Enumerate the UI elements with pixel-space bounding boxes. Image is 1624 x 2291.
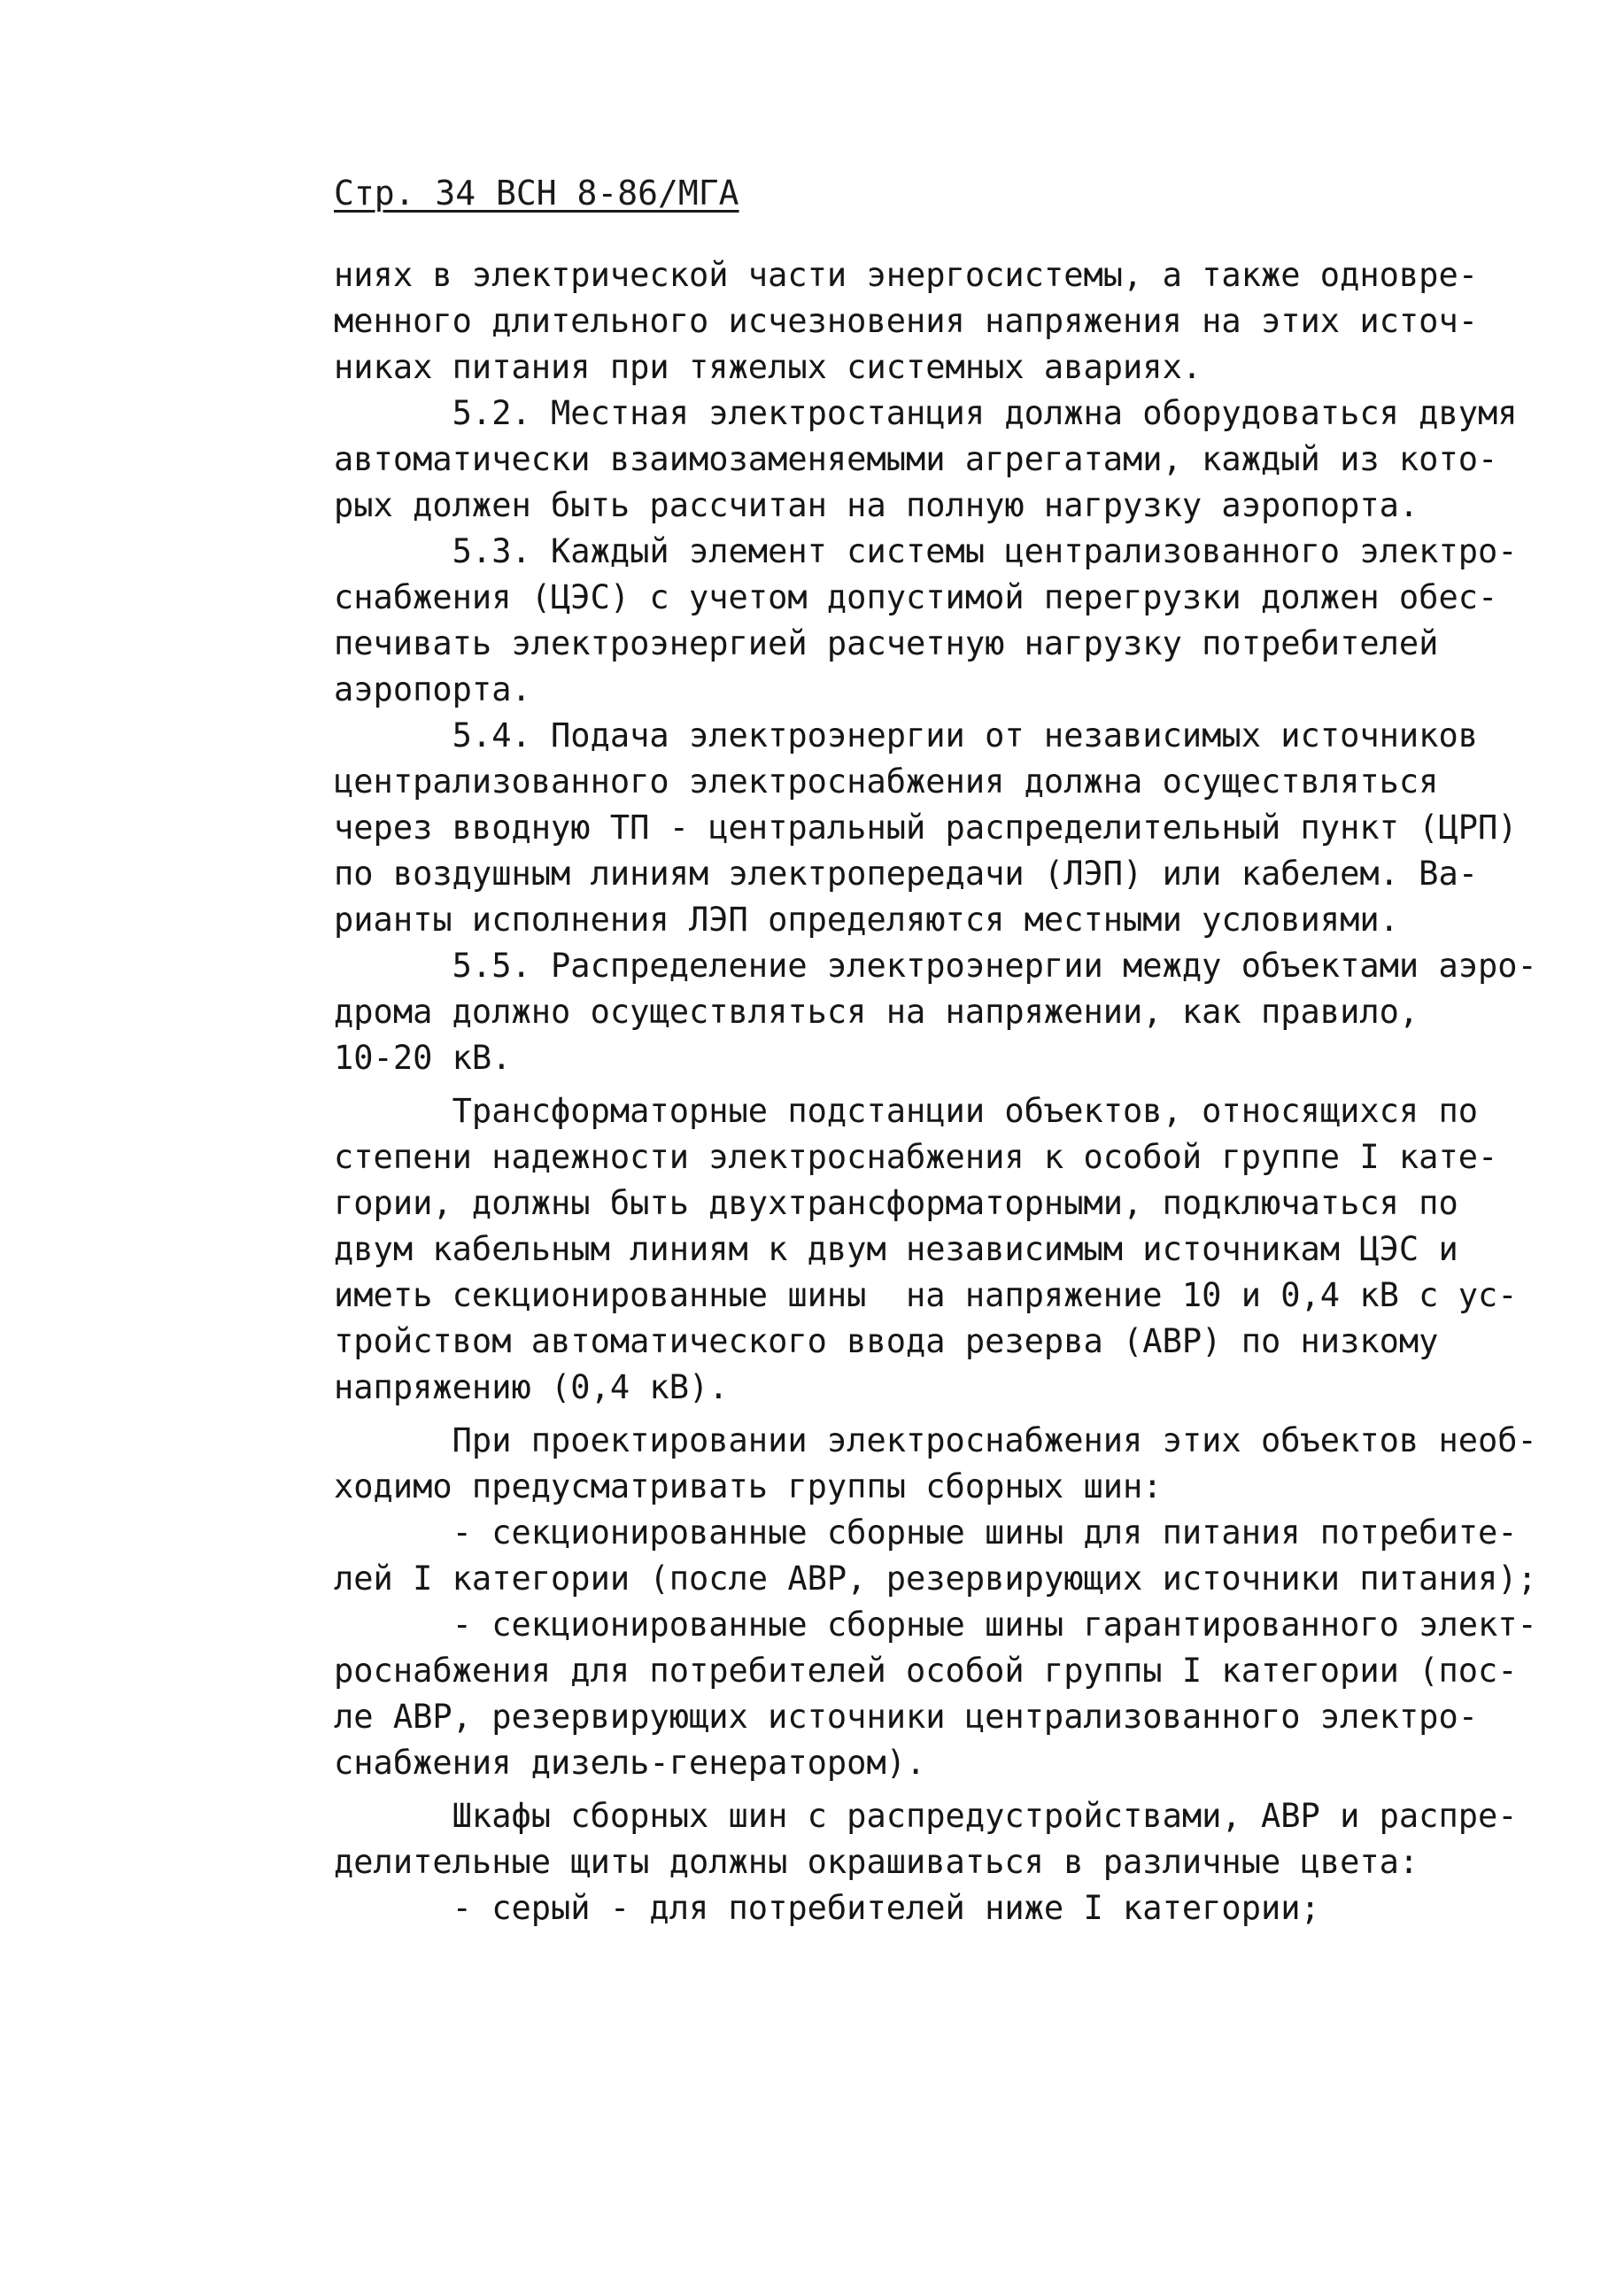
text-line: 5.2. Местная электростанция должна оборудоваться двумя bbox=[334, 394, 1518, 432]
text-line: При проектировании электроснабжения этих объектов необ- bbox=[334, 1421, 1537, 1459]
text-line: 5.4. Подача электроэнергии от независимых источников bbox=[334, 716, 1479, 755]
text-line: роснабжения для потребителей особой группы I категории (пос- bbox=[334, 1652, 1518, 1690]
text-line: через вводную ТП - центральный распределительный пункт (ЦРП) bbox=[334, 809, 1518, 847]
text-line: дрома должно осуществляться на напряжении, как правило, bbox=[334, 993, 1419, 1031]
text-line: делительные щиты должны окрашиваться в различные цвета: bbox=[334, 1843, 1419, 1881]
text-line: 10-20 кВ. bbox=[334, 1039, 512, 1077]
text-line: централизованного электроснабжения должна осуществляться bbox=[334, 762, 1439, 801]
text-line: степени надежности электроснабжения к особой группе I кате- bbox=[334, 1138, 1498, 1176]
text-line: - серый - для потребителей ниже I категории; bbox=[334, 1889, 1320, 1927]
text-line: ниях в электрической части энергосистемы, а также одновре- bbox=[334, 256, 1479, 294]
text-line: ле АВР, резервирующих источники централизованного электро- bbox=[334, 1698, 1479, 1736]
text-line: рианты исполнения ЛЭП определяются местными условиями. bbox=[334, 901, 1399, 939]
text-line: автоматически взаимозаменяемыми агрегатами, каждый из кото- bbox=[334, 440, 1498, 478]
text-line: менного длительного исчезновения напряжения на этих источ- bbox=[334, 302, 1479, 340]
text-line: ходимо предусматривать группы сборных шин: bbox=[334, 1467, 1163, 1505]
text-line: аэропорта. bbox=[334, 670, 531, 708]
page-header: Стр. 34 ВСН 8-86/МГА bbox=[334, 174, 739, 213]
text-line: Трансформаторные подстанции объектов, относящихся по bbox=[334, 1092, 1479, 1130]
text-line: по воздушным линиям электропередачи (ЛЭП) или кабелем. Ва- bbox=[334, 855, 1479, 893]
text-line: никах питания при тяжелых системных авариях. bbox=[334, 348, 1203, 386]
text-line: - секционированные сборные шины для питания потребите- bbox=[334, 1513, 1518, 1552]
text-line: - секционированные сборные шины гарантированного элект- bbox=[334, 1606, 1537, 1644]
text-line: снабжения (ЦЭС) с учетом допустимой перегрузки должен обес- bbox=[334, 578, 1498, 616]
text-line: снабжения дизель-генератором). bbox=[334, 1744, 926, 1782]
text-line: рых должен быть рассчитан на полную нагрузку аэропорта. bbox=[334, 486, 1419, 524]
text-line: 5.3. Каждый элемент системы централизованного электро- bbox=[334, 532, 1518, 570]
text-line: печивать электроэнергией расчетную нагрузку потребителей bbox=[334, 624, 1439, 662]
text-line: напряжению (0,4 кВ). bbox=[334, 1368, 729, 1406]
text-line: двум кабельным линиям к двум независимым источникам ЦЭС и bbox=[334, 1230, 1458, 1268]
text-line: гории, должны быть двухтрансформаторными, подключаться по bbox=[334, 1184, 1458, 1222]
text-line: лей I категории (после АВР, резервирующих источники питания); bbox=[334, 1560, 1537, 1598]
text-line: тройством автоматического ввода резерва (АВР) по низкому bbox=[334, 1322, 1439, 1360]
text-line: 5.5. Распределение электроэнергии между объектами аэро- bbox=[334, 947, 1537, 985]
text-line: иметь секционированные шины на напряжение 10 и 0,4 кВ с ус- bbox=[334, 1276, 1518, 1314]
body-text bbox=[334, 252, 1537, 1931]
text-line: Шкафы сборных шин с распредустройствами, АВР и распре- bbox=[334, 1797, 1518, 1835]
